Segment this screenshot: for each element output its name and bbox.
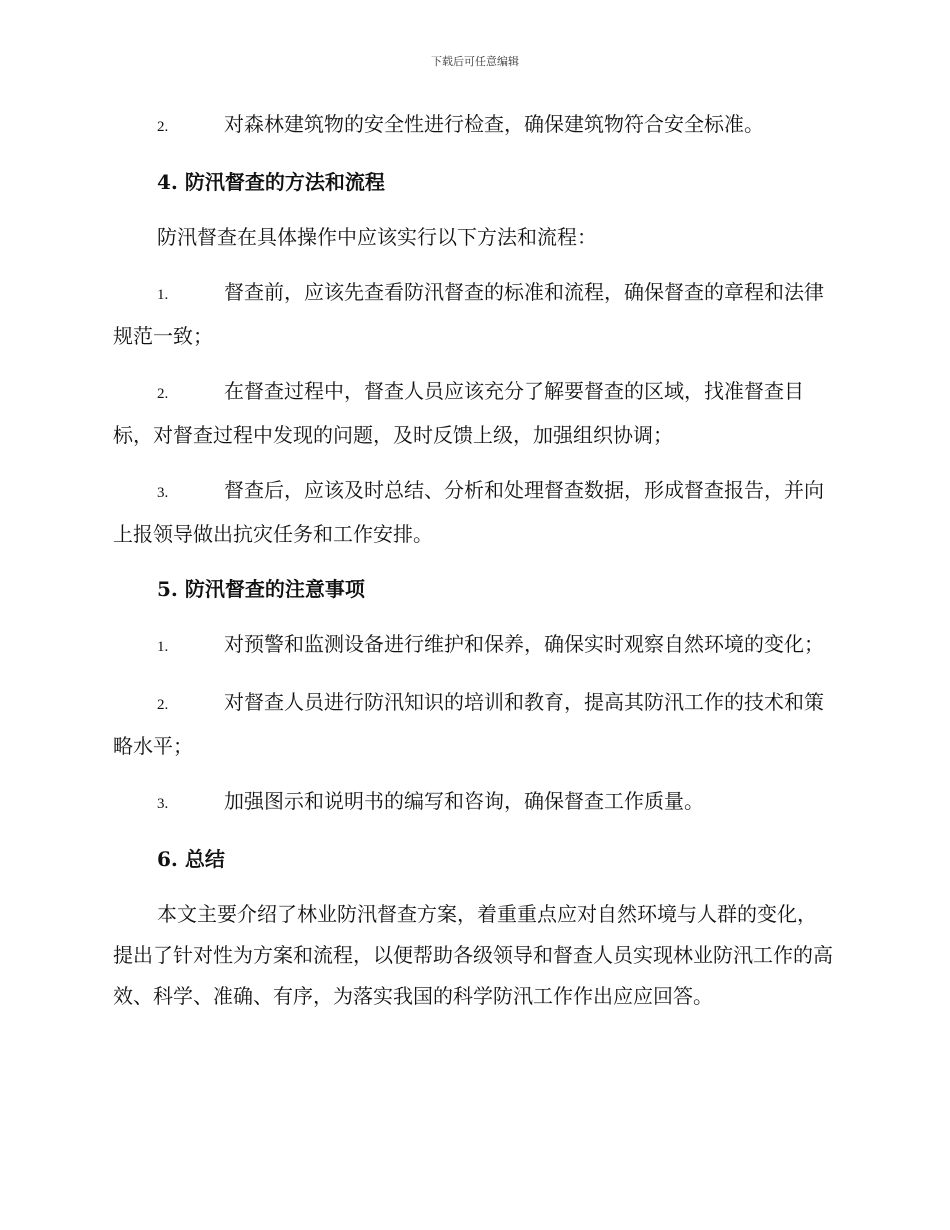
page-header: 下载后可任意编辑 bbox=[431, 55, 519, 68]
list-item-text: 在督查过程中，督查人员应该充分了解要督查的区域，找准督查目标，对督查过程中发现的问题，及时反馈上级，加强组织协调； bbox=[113, 379, 804, 447]
list-number: 2. bbox=[157, 386, 169, 402]
list-item-text: 督查后，应该及时总结、分析和处理督查数据，形成督查报告，并向上报领导做出抗灾任务和工作安排。 bbox=[113, 478, 824, 546]
list-number: 2. bbox=[157, 119, 169, 135]
paragraph: 本文主要介绍了林业防汛督查方案，着重重点应对自然环境与人群的变化，提出了针对性为方案和流程，以便帮助各级领导和督查人员实现林业防汛工作的高效、科学、准确、有序，为落实我国的科学防汛工作作出应应回答。 bbox=[113, 902, 833, 1008]
list-number: 3. bbox=[157, 485, 169, 501]
list-item-text: 加强图示和说明书的编写和咨询，确保督查工作质量。 bbox=[224, 789, 704, 813]
list-number: 3. bbox=[157, 796, 169, 812]
list-item bbox=[113, 371, 835, 456]
list-number: 1. bbox=[157, 287, 169, 303]
paragraph: 防汛督查在具体操作中应该实行以下方法和流程： bbox=[157, 225, 597, 249]
list-item bbox=[113, 682, 835, 767]
list-item bbox=[113, 470, 835, 555]
list-item bbox=[113, 781, 835, 825]
section-heading: 4. 防汛督查的方法和流程 bbox=[157, 170, 385, 194]
list-item bbox=[113, 272, 835, 357]
section-heading: 6. 总结 bbox=[157, 847, 225, 871]
list-item-text: 对森林建筑物的安全性进行检查，确保建筑物符合安全标准。 bbox=[224, 112, 764, 136]
list-number: 1. bbox=[157, 639, 169, 655]
list-item bbox=[113, 624, 835, 668]
list-item-text: 督查前，应该先查看防汛督查的标准和流程，确保督查的章程和法律规范一致； bbox=[113, 280, 824, 348]
section-heading: 5. 防汛督查的注意事项 bbox=[157, 577, 365, 601]
list-item-text: 对督查人员进行防汛知识的培训和教育，提高其防汛工作的技术和策略水平； bbox=[113, 690, 824, 758]
list-item bbox=[113, 104, 835, 148]
document-body bbox=[113, 104, 835, 1031]
list-item-text: 对预警和监测设备进行维护和保养，确保实时观察自然环境的变化； bbox=[224, 632, 824, 656]
list-number: 2. bbox=[157, 697, 169, 713]
